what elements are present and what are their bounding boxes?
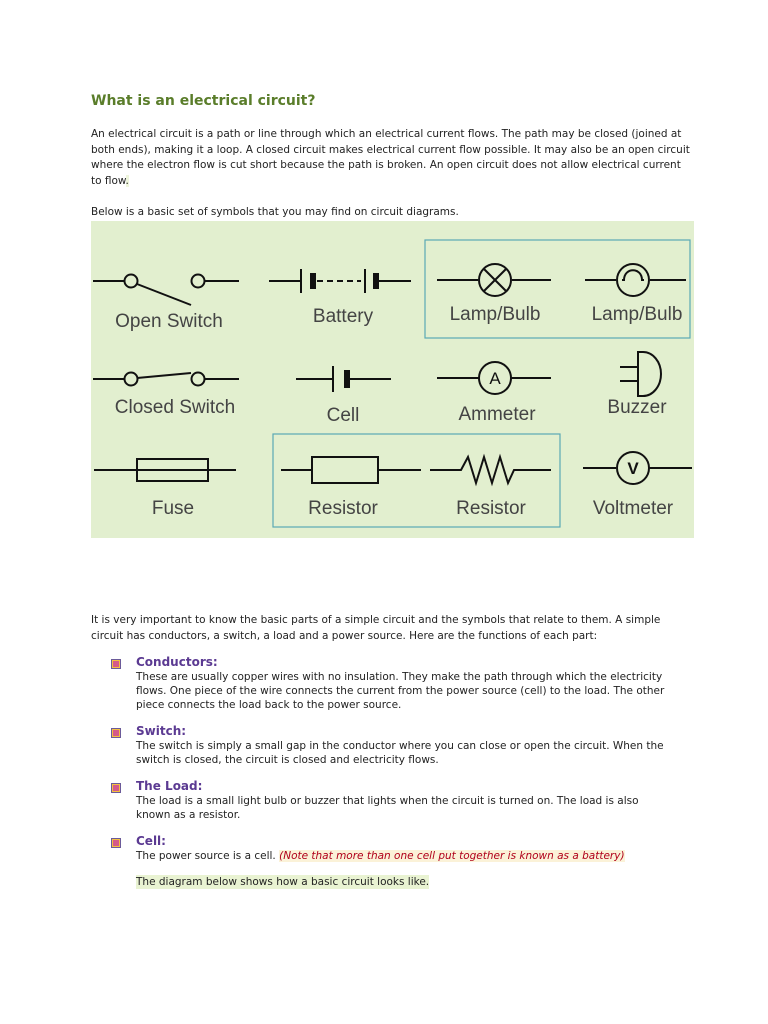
- resistor-box-symbol: [281, 457, 421, 483]
- voltmeter-label: Voltmeter: [592, 498, 674, 519]
- buzzer-symbol: [620, 352, 661, 396]
- lamp-filament-symbol: [585, 264, 686, 296]
- closed-switch-label: Closed Switch: [114, 397, 236, 418]
- bullet-icon: [111, 838, 121, 848]
- resistor2-label: Resistor: [456, 498, 526, 519]
- ammeter-letter: A: [489, 369, 501, 388]
- lamp-cross-symbol: [437, 264, 551, 296]
- buzzer-label: Buzzer: [607, 397, 667, 418]
- switch-body: The switch is simply a small gap in the conductor where you can close or open the circuit. When the switch is closed, the circuit is closed and electricity flows.: [136, 740, 664, 766]
- list-item-load: [111, 779, 671, 822]
- intro-end: .: [125, 174, 129, 187]
- open-switch-symbol: [93, 275, 239, 306]
- cell-label: Cell: [326, 405, 360, 426]
- resistor-zigzag-symbol: [430, 457, 551, 483]
- open-switch-label: Open Switch: [115, 311, 223, 332]
- cell-symbol: [296, 366, 391, 392]
- load-title: The Load:: [136, 779, 203, 793]
- list-item-cell: [111, 834, 671, 889]
- resistor1-label: Resistor: [308, 498, 378, 519]
- symbols-intro: Below is a basic set of symbols that you may find on circuit diagrams.: [91, 206, 459, 218]
- circuit-parts-list: [111, 655, 671, 901]
- switch-title: Switch:: [136, 724, 187, 738]
- lamp1-label: Lamp/Bulb: [449, 304, 541, 325]
- bullet-icon: [111, 659, 121, 669]
- list-item-switch: [111, 724, 671, 767]
- lamp2-label: Lamp/Bulb: [591, 304, 683, 325]
- battery-symbol: [269, 269, 411, 293]
- intro-paragraph: [91, 127, 691, 189]
- bullet-icon: [111, 783, 121, 793]
- closed-switch-symbol: [93, 373, 239, 386]
- load-body: The load is a small light bulb or buzzer that lights when the circuit is turned on. The load is also known as a resistor.: [136, 795, 639, 821]
- cell-title: Cell:: [136, 834, 166, 848]
- conductors-title: Conductors:: [136, 655, 218, 669]
- circuit-symbols-svg: [91, 221, 694, 538]
- conductors-body: These are usually copper wires with no insulation. They make the path through which the electricity flows. One piece of the wire connects the current from the power source (cell) to the load. The other piece connects the load back to the power source.: [136, 671, 665, 711]
- parts-intro: It is very important to know the basic parts of a simple circuit and the symbols that relate to them. A simple circuit has conductors, a switch, a load and a power source. Here are the functions of each part:: [91, 614, 661, 642]
- fuse-symbol: [94, 459, 236, 481]
- page-title: What is an electrical circuit?: [91, 93, 316, 109]
- battery-label: Battery: [312, 306, 374, 327]
- voltmeter-letter: V: [627, 459, 639, 478]
- fuse-label: Fuse: [151, 498, 195, 519]
- cell-body-text: The power source is a cell.: [136, 850, 276, 862]
- diagram-caption: The diagram below shows how a basic circuit looks like.: [136, 876, 430, 888]
- intro-text: An electrical circuit is a path or line through which an electrical current flows. The path may be closed (joined at both ends), making it a loop. A closed circuit makes electrical current flow possible. It may also be an open circuit where the electron flow is cut short because the path is broken. An open circuit does not allow electrical current to flow: [91, 128, 690, 187]
- battery-note: (Note that more than one cell put together is known as a battery): [279, 850, 625, 862]
- cell-body: [136, 849, 671, 863]
- ammeter-label: Ammeter: [458, 404, 536, 425]
- circuit-symbols-panel: [91, 221, 694, 538]
- list-item-conductors: [111, 655, 671, 712]
- bullet-icon: [111, 728, 121, 738]
